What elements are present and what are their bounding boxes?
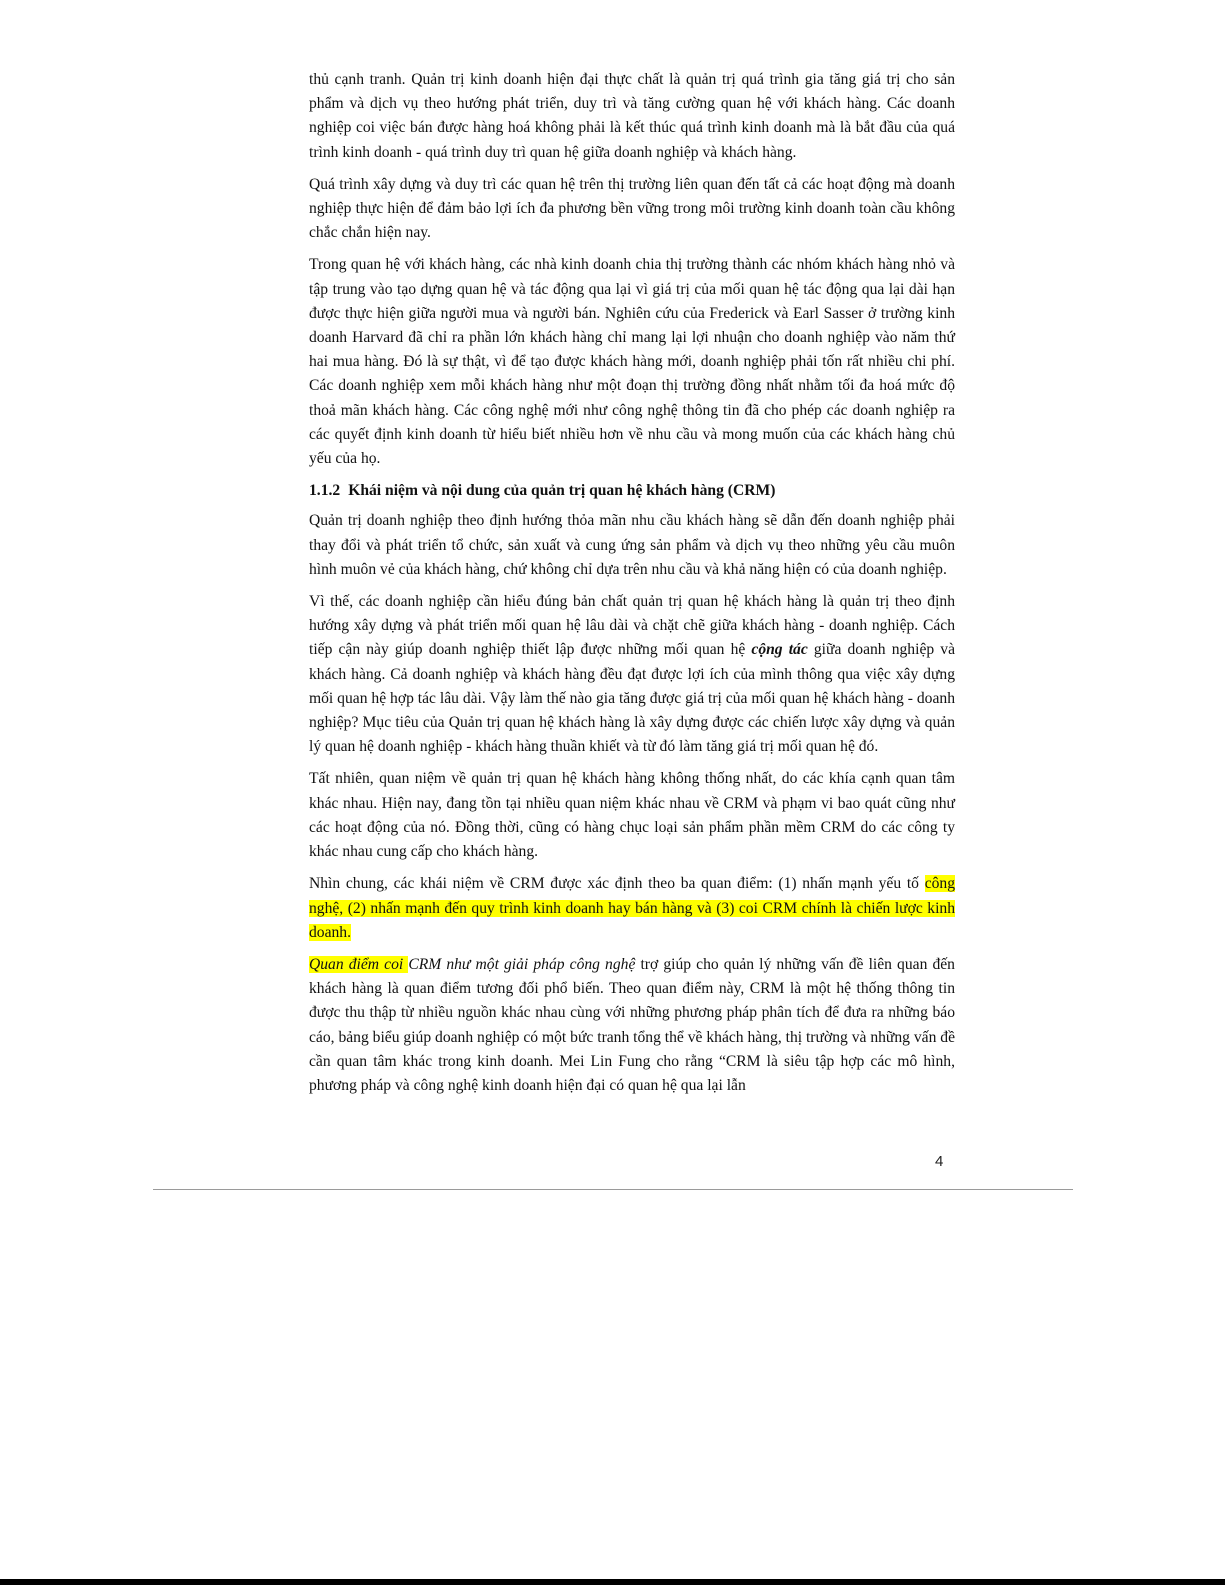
paragraph-2: Quá trình xây dựng và duy trì các quan hệ trên thị trường liên quan đến tất cả các hoạt động mà doanh nghiệp thực hiện để đảm bảo lợi ích đa phương bền vững trong môi trường kinh doanh toàn cầu không chắc chắn hiện nay. (309, 175, 955, 242)
paragraph-5-text-before: Vì thế, các doanh nghiệp cần hiểu đúng bản chất quản trị quan hệ khách hàng là quản trị theo định hướng xây dựng và phát triển mối quan hệ lâu dài và chặt chẽ giữa khách hàng - doanh nghiệp. Cách tiếp cận này giúp doanh nghiệp thiết lập được những mối quan hệ (309, 593, 955, 659)
page-number: 4 (935, 1153, 944, 1170)
paragraph-7 (309, 872, 955, 945)
paragraph-4: Quản trị doanh nghiệp theo định hướng thỏa mãn nhu cầu khách hàng sẽ dẫn đến doanh nghiệp phải thay đổi và phát triển tổ chức, sản xuất và cung ứng sản phẩm và dịch vụ theo những yêu cầu muôn hình muôn vẻ của khách hàng, chứ không chỉ dựa trên nhu cầu và khả năng hiện có của doanh nghiệp. (309, 512, 955, 578)
paragraph-5-text-after: giữa doanh nghiệp và khách hàng. Cả doanh nghiệp và khách hàng đều đạt được lợi ích của mình thông qua việc xây dựng mối quan hệ hợp tác lâu dài. Vậy làm thế nào gia tăng được giá trị của mối quan hệ khách hàng - doanh nghiệp? Mục tiêu của Quản trị quan hệ khách hàng là xây dựng được các chiến lược xây dựng và quản lý quan hệ doanh nghiệp - khách hàng thuần khiết và từ đó làm tăng giá trị mối quan hệ đó. (309, 641, 955, 756)
bottom-edge-bar (0, 1579, 1225, 1585)
section-heading-number: 1.1.2 (309, 482, 341, 500)
paragraph-7-text: Nhìn chung, các khái niệm về CRM được xác định theo ba quan điểm: (1) nhấn mạnh yếu tố (309, 875, 925, 893)
paragraph-7-highlighted-text: công nghệ, (2) nhấn mạnh đến quy trình kinh doanh hay bán hàng và (3) coi CRM chính là chiến lược kinh doanh. (309, 875, 955, 941)
paragraph-6: Tất nhiên, quan niệm về quản trị quan hệ khách hàng không thống nhất, do các khía cạnh quan tâm khác nhau. Hiện nay, đang tồn tại nhiều quan niệm khác nhau về CRM và phạm vi bao quát cũng như các hoạt động của nó. Đồng thời, cũng có hàng chục loại sản phẩm phần mềm CRM do các công ty khác nhau cung cấp cho khách hàng. (309, 770, 955, 861)
paragraph-1: thủ cạnh tranh. Quản trị kinh doanh hiện đại thực chất là quản trị quá trình gia tăng giá trị cho sản phẩm và dịch vụ theo hướng phát triển, duy trì và tăng cường quan hệ với khách hàng. Các doanh nghiệp coi việc bán được hàng hoá không phải là kết thúc quá trình kinh doanh mà là bắt đầu của quá trình kinh doanh - quá trình duy trì quan hệ giữa doanh nghiệp và khách hàng. (309, 71, 955, 161)
paragraph-5-emphasis: cộng tác (751, 641, 808, 659)
paragraph-8 (309, 953, 955, 1098)
paragraph-8-text: trợ giúp cho quản lý những vấn đề liên quan đến khách hàng là quan điểm tương đối phổ biến. Theo quan điểm này, CRM là một hệ thống thông tin được thu thập từ nhiều nguồn khác nhau cùng với những phương pháp phân tích để đưa ra những báo cáo, bảng biểu giúp doanh nghiệp có một bức tranh tổng thể về khách hàng, thị trường và những vấn đề cần quan tâm khác trong kinh doanh. Mei Lin Fung cho rằng “CRM là siêu tập hợp các mô hình, phương pháp và công nghệ kinh doanh hiện đại có quan hệ qua lại lẫn (309, 955, 955, 1094)
paragraph-8-highlighted-italic: Quan điểm coi (309, 955, 409, 973)
section-heading (309, 479, 955, 503)
document-body (309, 68, 955, 1106)
paragraph-3: Trong quan hệ với khách hàng, các nhà kinh doanh chia thị trường thành các nhóm khách hàng nhỏ và tập trung vào tạo dựng quan hệ và tác động qua lại vì giá trị của mối quan hệ tác động qua lại dài hạn được thực hiện giữa người mua và người bán. Nghiên cứu của Frederick và Earl Sasser ở trường kinh doanh Harvard đã chỉ ra phần lớn khách hàng chỉ mang lại lợi nhuận cho doanh nghiệp vào năm thứ hai mua hàng. Đó là sự thật, vì để tạo được khách hàng mới, doanh nghiệp phải tốn rất nhiều chi phí. Các doanh nghiệp xem mỗi khách hàng như một đoạn thị trường đồng nhất nhằm tối đa hoá mức độ thoả mãn khách hàng. Các công nghệ mới như công nghệ thông tin đã cho phép các doanh nghiệp ra các quyết định kinh doanh từ hiểu biết nhiều hơn về nhu cầu và mong muốn của các khách hàng chủ yếu của họ. (309, 256, 955, 468)
section-heading-title: Khái niệm và nội dung của quản trị quan hệ khách hàng (CRM) (348, 482, 776, 500)
footer-divider (153, 1189, 1073, 1190)
paragraph-5 (309, 590, 955, 759)
paragraph-8-italic: CRM như một giải pháp công nghệ (408, 955, 636, 973)
